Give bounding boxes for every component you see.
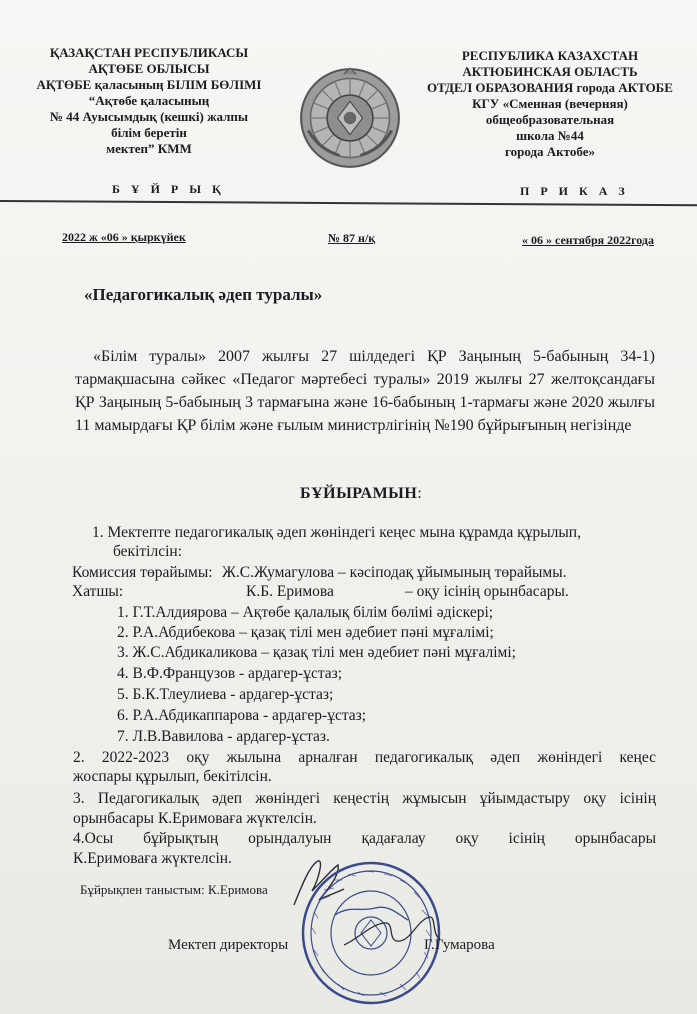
chair-label: Комиссия төрайымы: xyxy=(72,564,213,581)
header-right-line: РЕСПУБЛИКА КАЗАХСТАН xyxy=(461,48,639,63)
item-4-line-1: 4.Осы бұйрықтың орындалуын қадағалау оқу ісінің орынбасары xyxy=(73,830,656,847)
member-item: 4. В.Ф.Французов - ардагер-ұстаз; xyxy=(117,665,343,682)
header-right-line: ОТДЕЛ ОБРАЗОВАНИЯ города АКТОБЕ xyxy=(427,80,673,95)
header-divider xyxy=(0,200,697,206)
member-item: 3. Ж.С.Абдикаликова – қазақ тілі мен әдебиет пәні мұғалімі; xyxy=(117,644,516,661)
header-right-line: АКТЮБИНСКАЯ ОБЛАСТЬ xyxy=(462,64,638,79)
header-left-line: ҚАЗАҚСТАН РЕСПУБЛИКАСЫ xyxy=(49,45,249,60)
director-label: Мектеп директоры xyxy=(168,937,289,953)
header-left-line: мектеп” КММ xyxy=(106,141,192,156)
order-number: № 87 н/қ xyxy=(328,231,376,245)
secretary-name: К.Б. Еримова xyxy=(246,583,334,600)
member-item: 1. Г.Т.Алдиярова – Ақтөбе қалалық білім бөлімі әдіскері; xyxy=(117,604,494,621)
item-3-line-2: орынбасары К.Еримоваға жүктелсін. xyxy=(73,810,317,827)
header-left-line: “Ақтөбе қаласының xyxy=(88,93,210,108)
preamble-paragraph: «Білім туралы» 2007 жылғы 27 шілдедегі ҚР Заңының 5-бабының 34-1) тармақшасына сәйкес «Педагог мәртебесі туралы» 2019 жылғы 27 желтоқсандағы ҚР Заңының 5-бабының 3 тармағына және 16-бабының 1-тармағы және 2020 жылғы 11 мамырдағы ҚР білім және ғылым министрлігінің №190 бұйрығының негізінде xyxy=(75,348,655,434)
order-colon: : xyxy=(417,485,423,502)
header-left-line: АҚТӨБЕ ОБЛЫСЫ xyxy=(88,61,210,76)
header-left-line: № 44 Ауысымдық (кешкі) жалпы xyxy=(49,109,249,124)
header-left xyxy=(14,45,284,157)
director-name: Г.Гумарова xyxy=(424,937,495,953)
state-emblem-icon xyxy=(298,66,402,170)
item-4-line-2: К.Еримоваға жүктелсін. xyxy=(73,850,232,867)
doctype-kz: Б Ұ Й Р Ы Қ xyxy=(112,182,225,196)
header-right xyxy=(410,48,690,160)
header-right-line: школа №44 xyxy=(516,128,584,143)
item-2-line-1: 2. 2022-2023 оқу жылына арналған педагогикалық әдеп жөніндегі кеңес xyxy=(73,749,656,766)
member-item: 6. Р.А.Абдикаппарова - ардагер-ұстаз; xyxy=(117,707,367,724)
acquainted-line: Бұйрықпен таныстым: К.Еримова xyxy=(80,882,268,897)
item-1-line-1: 1. Мектепте педагогикалық әдеп жөніндегі кеңес мына құрамда құрылып, xyxy=(92,524,581,541)
order-word: БҰЙЫРАМЫН xyxy=(300,485,418,502)
member-item: 2. Р.А.Абдибекова – қазақ тілі мен әдебиет пәні мұғалімі; xyxy=(117,624,494,641)
secretary-label: Хатшы: xyxy=(72,583,124,600)
member-item: 5. Б.К.Тлеулиева - ардагер-ұстаз; xyxy=(117,686,334,703)
order-heading xyxy=(300,485,422,503)
header-left-line: білім беретін xyxy=(111,125,187,140)
chair-value: Ж.С.Жумагулова – кәсіподақ ұйымының төрайымы. xyxy=(222,564,567,581)
director-signature-icon xyxy=(340,905,450,965)
member-item: 7. Л.В.Вавилова - ардагер-ұстаз. xyxy=(117,728,330,745)
item-2-line-2: жоспары құрылып, бекітілсін. xyxy=(73,768,272,785)
date-ru: « 06 » сентября 2022года xyxy=(522,233,654,247)
header-right-line: города Актобе» xyxy=(505,144,595,159)
header-right-line: общеобразовательная xyxy=(485,112,615,127)
date-kz: 2022 ж «06 » қыркүйек xyxy=(62,230,186,244)
item-3-line-1: 3. Педагогикалық әдеп жөніндегі кеңестің жұмысын ұйымдастыру оқу ісінің xyxy=(73,790,656,807)
header-left-line: АҚТӨБЕ қаласының БІЛІМ БӨЛІМІ xyxy=(36,77,262,92)
header-right-line: КГУ «Сменная (вечерняя) xyxy=(472,96,628,111)
item-1-line-2: бекітілсін: xyxy=(113,543,183,560)
secretary-role: – оқу ісінің орынбасары. xyxy=(405,583,569,600)
doctype-ru: П Р И К А З xyxy=(520,184,629,198)
document-title: «Педагогикалық әдеп туралы» xyxy=(84,285,323,304)
